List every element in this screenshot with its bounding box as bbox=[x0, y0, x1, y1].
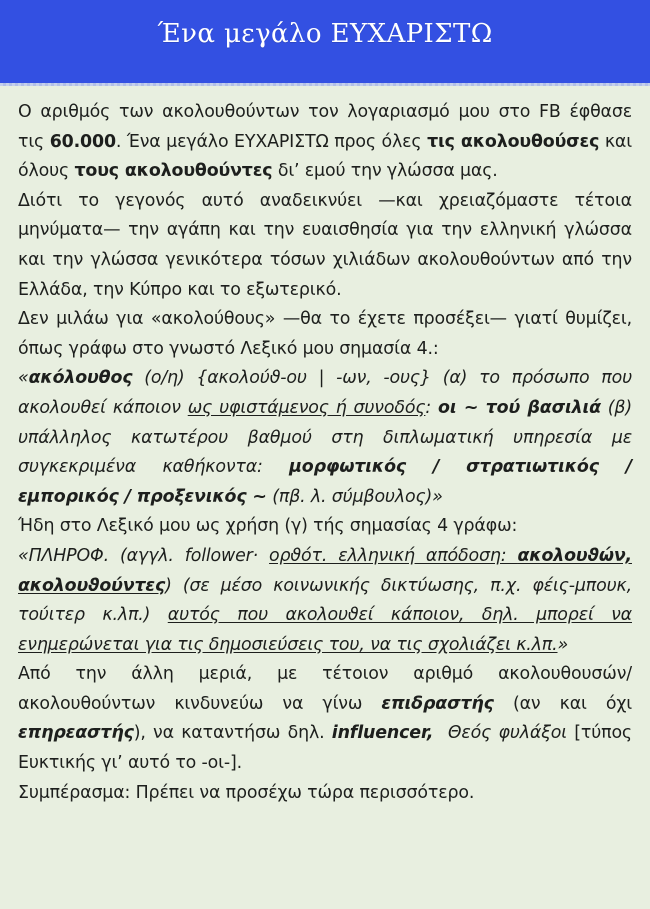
document-body bbox=[0, 86, 650, 808]
dictionary-usage-quote: «ΠΛΗΡΟΦ. (αγγλ. follower· ορϑότ. ελληνική απόδοση: ακολουϑών, ακολουϑούντες) (σε μέσο κοινωνικής δικτύωσης, π.χ. φέις-μπουκ, τούιτερ κ.λπ.) αυτός που ακολουϑεί κάποιον, δηλ. μπορεί να ενημερώνεται για τις δημοσιεύσεις του, να τις σχολιάζει κ.λπ.» bbox=[18, 545, 632, 655]
paragraph: Ο αριθμός των ακολουθούντων τον λογαριασμό μου στο FB έφθασε τις 60.000. Ένα μεγάλο ΕΥΧΑΡΙΣΤΩ προς όλες τις ακολουθούσες και όλους τους ακολουθούντες δι’ εμού την γλώσσα μας. bbox=[18, 102, 632, 182]
header-banner bbox=[0, 0, 650, 86]
conclusion-paragraph: Συμπέρασμα: Πρέπει να προσέχω τώρα περισσότερο. bbox=[18, 782, 475, 803]
dictionary-entry-quote: «ακόλουθος (ο/η) {ακολούϑ-ου | -ων, -ους} (α) το πρόσωπο που ακολουθεί κάποιον ως υφιστάμενος ή συνοδός: οι ~ τού βασιλιά (β) υπάλληλος κατωτέρου βαθμού στη διπλωματική υπηρεσία με συγκεκριμένα καθήκοντα: μορφωτικός / στρατιωτικός / εμπορικός / προξενικός ~ (πβ. λ. σύμβουλος)» bbox=[18, 368, 632, 507]
page-title: Ένα μεγάλο ΕΥΧΑΡΙΣΤΩ bbox=[157, 19, 493, 49]
paragraph: Δεν μιλάω για «ακολούθους» —θα το έχετε προσέξει— γιατί θυμίζει, όπως γράφω στο γνωστό Λεξικό μου σημασία 4.: bbox=[18, 309, 632, 359]
paragraph: Από την άλλη μεριά, με τέτοιον αριθμό ακολουθουσών/ακολουθούντων κινδυνεύω να γίνω επιδραστής (αν και όχι επηρεαστής), να καταντήσω δηλ. influencer, Θεός φυλάξοι [τύπος Ευκτικής γι’ αυτό το -οι-]. bbox=[18, 664, 632, 774]
paragraph: Ήδη στο Λεξικό μου ως χρήση (γ) τής σημασίας 4 γράφω: bbox=[18, 516, 518, 537]
paragraph: Διότι το γεγονός αυτό αναδεικνύει —και χρειαζόμαστε τέτοια μηνύματα— την αγάπη και την ευαισθησία για την ελληνική γλώσσα και την γλώσσα γενικότερα τόσων χιλιάδων ακολουθούντων από την Ελλάδα, την Κύπρο και το εξωτερικό. bbox=[18, 190, 632, 300]
banner-bottom-edge bbox=[0, 83, 650, 86]
